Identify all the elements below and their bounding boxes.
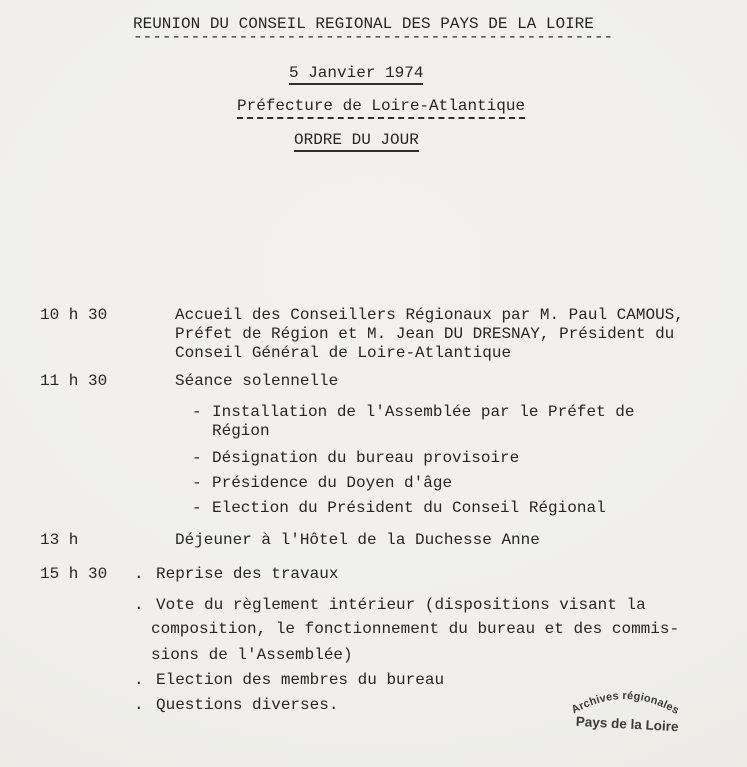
- agenda-item1-line1: Accueil des Conseillers Régionaux par M. Paul CAMOUS,: [175, 306, 684, 324]
- agenda-time-13h: 13 h: [40, 531, 79, 549]
- agenda-item2-sub1-line1: Installation de l'Assemblée par le Préfet de: [212, 403, 635, 421]
- agenda-item2-sub1-line2: Région: [212, 422, 270, 440]
- stamp-base-text: Pays de la Loire: [575, 713, 679, 735]
- agenda-item2-heading: Séance solennelle: [175, 372, 339, 390]
- agenda-item4-sub2-line3: sions de l'Assemblée): [151, 646, 353, 664]
- bullet-dash: -: [192, 449, 202, 467]
- bullet-dot: .: [134, 671, 144, 689]
- agenda-item2-sub3: Présidence du Doyen d'âge: [212, 474, 453, 492]
- document-date-line: [289, 63, 423, 83]
- stamp-arc-text: Archives régionales: [569, 689, 682, 718]
- agenda-item3-line1: Déjeuner à l'Hôtel de la Duchesse Anne: [175, 531, 540, 549]
- agenda-item2-sub4: Election du Président du Conseil Régional: [212, 499, 606, 517]
- bullet-dash: -: [192, 499, 202, 517]
- archives-stamp: [565, 675, 708, 742]
- agenda-item1-line3: Conseil Général de Loire-Atlantique: [175, 344, 512, 362]
- document-venue: Préfecture de Loire-Atlantique: [237, 97, 525, 119]
- agenda-item4-sub2-line1: Vote du règlement intérieur (dispositions visant la: [156, 596, 646, 614]
- bullet-dot: .: [134, 696, 144, 714]
- bullet-dot: .: [134, 596, 144, 614]
- bullet-dash: -: [192, 474, 202, 492]
- agenda-item4-sub4: Questions diverses.: [156, 696, 339, 714]
- agenda-item2-sub2: Désignation du bureau provisoire: [212, 449, 520, 467]
- bullet-dot: .: [134, 565, 144, 583]
- agenda-item1-line2: Préfet de Région et M. Jean DU DRESNAY, Président du: [175, 325, 675, 343]
- agenda-item4-sub3: Election des membres du bureau: [156, 671, 445, 689]
- document-venue-line: [237, 96, 525, 116]
- agenda-time-1530: 15 h 30: [40, 565, 108, 583]
- bullet-dash: -: [192, 403, 202, 421]
- document-subject-line: [294, 130, 419, 150]
- document-date: 5 Janvier 1974: [289, 64, 423, 85]
- agenda-time-1030: 10 h 30: [40, 306, 108, 324]
- document-title: REUNION DU CONSEIL REGIONAL DES PAYS DE LA LOIRE: [133, 15, 594, 33]
- agenda-item4-sub1: Reprise des travaux: [156, 565, 339, 583]
- agenda-item4-sub2-line2: composition, le fonctionnement du bureau et des commis-: [151, 620, 680, 638]
- agenda-time-1130: 11 h 30: [40, 372, 108, 390]
- title-underline-rule: --------------------------------------------------: [133, 28, 614, 46]
- document-subject: ORDRE DU JOUR: [294, 131, 419, 152]
